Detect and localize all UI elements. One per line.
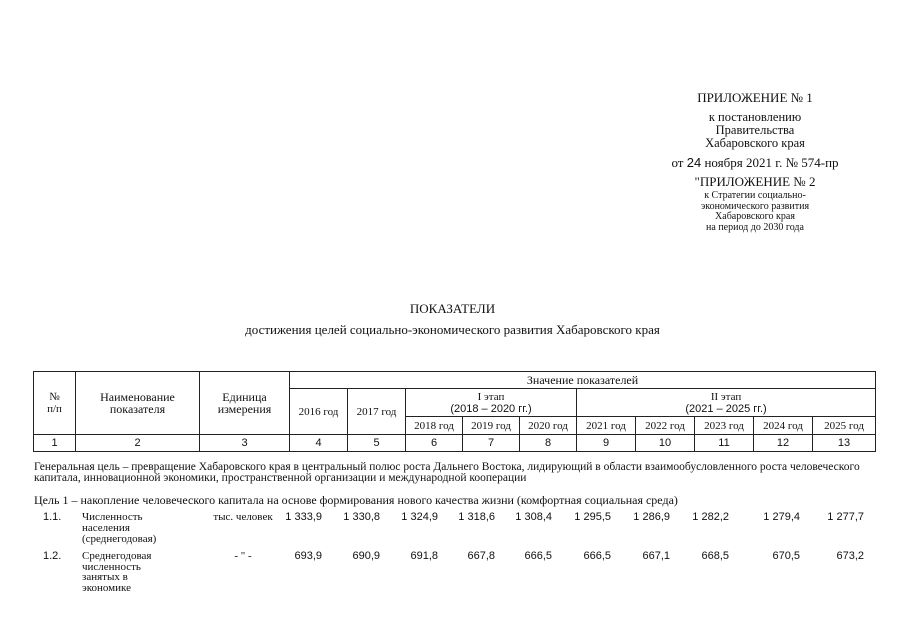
- col-header-2016: 2016 год: [290, 389, 348, 435]
- row-unit: - " -: [234, 550, 252, 562]
- appendix-resolution: [640, 111, 870, 150]
- col-number-cell: 11: [695, 435, 754, 452]
- general-goal: Генеральная цель – превращение Хабаровского края в центральный полюс роста Дальнего Востока, лидирующий в области взаимообусловленного роста человеческого капитала, инновационной экономики, пространственной организации и международной кооперации: [34, 461, 860, 484]
- value-2025: 673,2: [836, 550, 864, 562]
- row-number: 1.2.: [43, 550, 62, 562]
- col-header-2025: 2025 год: [813, 417, 876, 435]
- indicators-table-header: [33, 371, 876, 452]
- value-2024: 670,5: [772, 550, 800, 562]
- row-indicator-name: Численность населения (среднегодовая): [82, 511, 157, 545]
- value-2017: 1 330,8: [343, 511, 380, 523]
- row-number: 1.1.: [43, 511, 62, 523]
- appendix-date: [620, 155, 890, 171]
- col-number-cell: 6: [406, 435, 463, 452]
- col-header-unit: Единица измерения: [200, 372, 290, 435]
- value-2018: 691,8: [410, 550, 438, 562]
- appendix2-sub3: Хабаровского края: [715, 211, 795, 222]
- col-number-cell: 10: [636, 435, 695, 452]
- col-number-cell: 4: [290, 435, 348, 452]
- col-header-number: № п/п: [34, 372, 76, 435]
- stage2-range: (2021 – 2025 гг.): [685, 402, 767, 415]
- col-number-cell: 1: [34, 435, 76, 452]
- col-header-stage2: [577, 389, 876, 417]
- col-header-2017: 2017 год: [348, 389, 406, 435]
- page-title: ПОКАЗАТЕЛИ: [409, 301, 496, 316]
- value-2016: 1 333,9: [285, 511, 322, 523]
- value-2023: 668,5: [701, 550, 729, 562]
- col-header-2023: 2023 год: [695, 417, 754, 435]
- value-2019: 1 318,6: [458, 511, 495, 523]
- appendix2-sub4: на период до 2030 года: [706, 221, 804, 233]
- stage1-range: (2018 – 2020 гг.): [450, 402, 532, 415]
- appendix-line2: Правительства: [715, 123, 795, 137]
- col-header-2024: 2024 год: [754, 417, 813, 435]
- col-header-2019: 2019 год: [463, 417, 520, 435]
- col-number-cell: 7: [463, 435, 520, 452]
- col-header-2018: 2018 год: [406, 417, 463, 435]
- appendix2-title: "ПРИЛОЖЕНИЕ № 2: [694, 174, 816, 189]
- appendix-date-rest: ноября 2021 г. № 574-пр: [701, 155, 839, 170]
- appendix-date-day: 24: [686, 155, 702, 170]
- col-header-2021: 2021 год: [577, 417, 636, 435]
- appendix-line1: к постановлению: [708, 110, 802, 124]
- value-2022: 1 286,9: [633, 511, 670, 523]
- value-2022: 667,1: [642, 550, 670, 562]
- value-2023: 1 282,2: [692, 511, 729, 523]
- appendix-date-prefix: от: [671, 155, 687, 170]
- col-header-values: Значение показателей: [290, 372, 876, 389]
- value-2020: 1 308,4: [515, 511, 552, 523]
- goal-1: Цель 1 – накопление человеческого капитала на основе формирования нового качества жизни (комфортная социальная среда): [34, 493, 678, 507]
- col-number-cell: 9: [577, 435, 636, 452]
- stage2-label: II этап: [710, 390, 742, 403]
- page-subtitle: достижения целей социально-экономического развития Хабаровского края: [245, 322, 660, 337]
- col-header-stage1: [406, 389, 577, 417]
- appendix2-sub1: к Стратегии социально-: [704, 190, 806, 201]
- value-2021: 666,5: [583, 550, 611, 562]
- appendix-line3: Хабаровского края: [705, 136, 805, 150]
- value-2017: 690,9: [352, 550, 380, 562]
- value-2021: 1 295,5: [574, 511, 611, 523]
- col-number-cell: 13: [813, 435, 876, 452]
- row-unit: тыс. человек: [213, 511, 273, 523]
- value-2024: 1 279,4: [763, 511, 800, 523]
- row-indicator-name: Среднегодовая численность занятых в экономике: [82, 550, 152, 594]
- appendix-title: ПРИЛОЖЕНИЕ № 1: [697, 90, 813, 105]
- col-number-cell: 8: [520, 435, 577, 452]
- value-2016: 693,9: [294, 550, 322, 562]
- stage1-label: I этап: [477, 390, 505, 403]
- appendix2-strategy: [640, 191, 870, 233]
- col-number-cell: 3: [200, 435, 290, 452]
- value-2019: 667,8: [467, 550, 495, 562]
- col-header-2020: 2020 год: [520, 417, 577, 435]
- value-2025: 1 277,7: [827, 511, 864, 523]
- col-header-name: Наименование показателя: [76, 372, 200, 435]
- col-number-cell: 2: [76, 435, 200, 452]
- col-header-2022: 2022 год: [636, 417, 695, 435]
- value-2020: 666,5: [524, 550, 552, 562]
- value-2018: 1 324,9: [401, 511, 438, 523]
- col-number-cell: 5: [348, 435, 406, 452]
- appendix2-sub2: экономического развития: [700, 200, 810, 212]
- col-number-cell: 12: [754, 435, 813, 452]
